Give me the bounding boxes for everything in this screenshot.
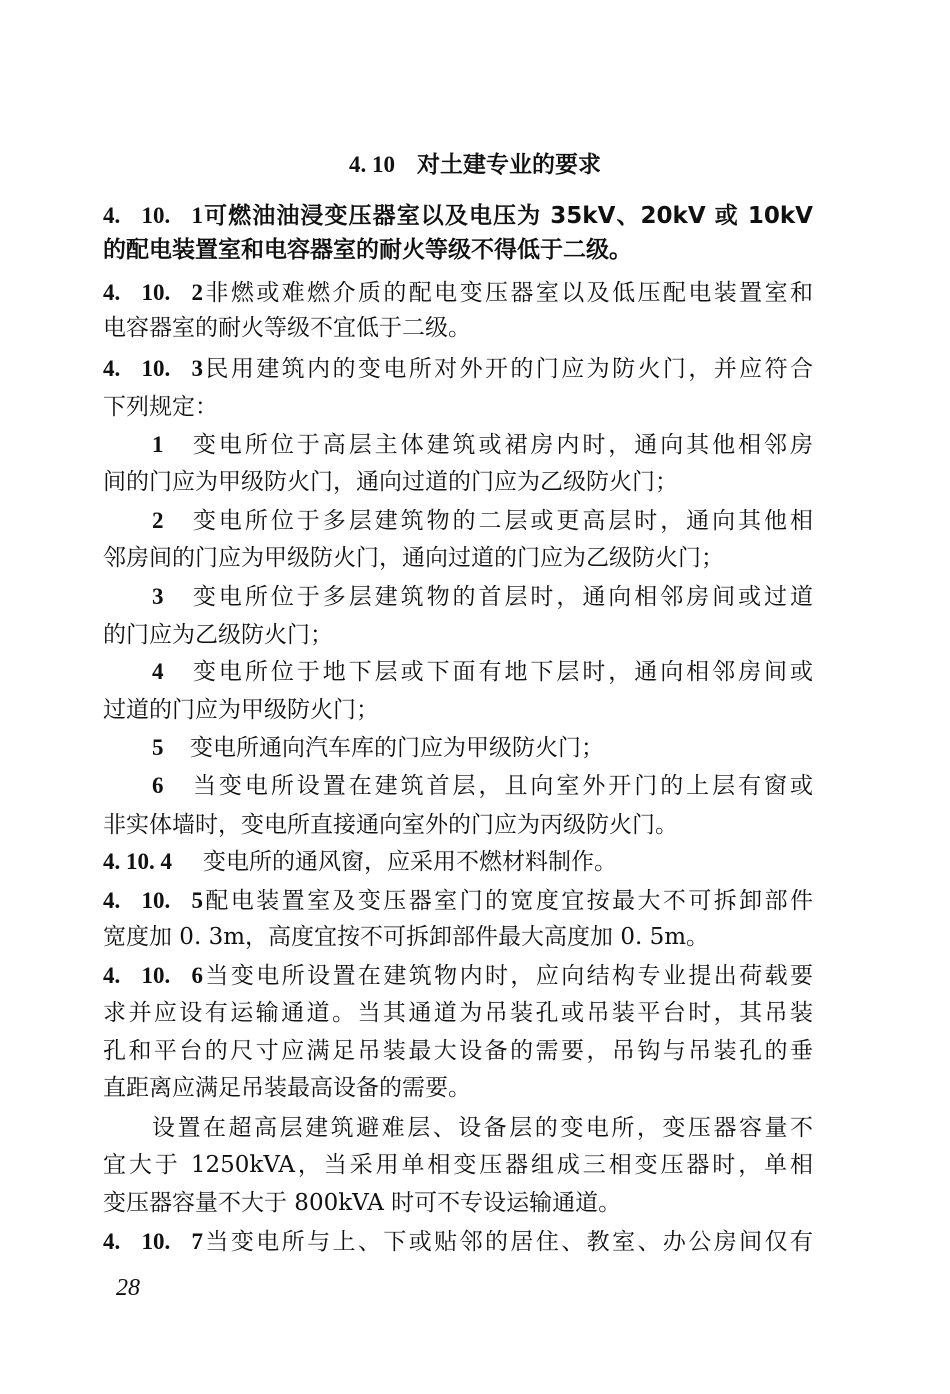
clause-number: 4. 10. 4 [103, 849, 172, 874]
clause-4-10-6-line-1: 4. 10. 6当变电所设置在建筑物内时，应向结构专业提出荷载要 [103, 963, 813, 989]
clause-4-10-5-line-1: 4. 10. 5配电装置室及变压器室门的宽度宜按最大不可拆卸部件 [103, 888, 813, 914]
section-title: 对土建专业的要求 [417, 152, 601, 178]
item-1-line-1: 1 变电所位于高层主体建筑或裙房内时，通向其他相邻房 [152, 432, 813, 458]
clause-number: 4. 10. 6 [103, 963, 203, 988]
clause-4-10-3-line-1: 4. 10. 3民用建筑内的变电所对外开的门应为防火门，并应符合 [103, 356, 813, 382]
item-number: 6 [152, 773, 164, 798]
clause-4-10-5-line-2: 宽度加 0. 3m，高度宜按不可拆卸部件最大高度加 0. 5m。 [103, 924, 710, 950]
clause-number: 4. 10. 1 [103, 203, 203, 228]
item-number: 5 [152, 735, 164, 760]
clause-4-10-1-line-2: 的配电装置室和电容器室的耐火等级不得低于二级。 [103, 237, 632, 263]
clause-4-10-6-line-3: 孔和平台的尺寸应满足吊装最大设备的需要，吊钩与吊装孔的垂 [103, 1038, 813, 1064]
clause-number: 4. 10. 3 [103, 356, 203, 381]
item-2-line-1: 2 变电所位于多层建筑物的二层或更高层时，通向其他相 [152, 508, 813, 534]
item-number: 1 [152, 432, 164, 457]
item-5-line-1: 5 变电所通向汽车库的门应为甲级防火门； [152, 735, 604, 761]
paragraph-line-1: 设置在超高层建筑避难层、设备层的变电所，变压器容量不 [152, 1115, 813, 1141]
page-number: 28 [116, 1275, 140, 1301]
item-6-line-2: 非实体墙时，变电所直接通向室外的门应为丙级防火门。 [103, 812, 678, 838]
paragraph-line-3: 变压器容量不大于 800kVA 时可不专设运输通道。 [103, 1190, 622, 1216]
clause-number: 4. 10. 7 [103, 1229, 203, 1254]
clause-4-10-3-line-2: 下列规定： [103, 394, 218, 420]
clause-number: 4. 10. 2 [103, 280, 203, 305]
clause-4-10-7-line-1: 4. 10. 7当变电所与上、下或贴邻的居住、教室、办公房间仅有 [103, 1229, 813, 1255]
clause-4-10-4-line-1: 4. 10. 4 变电所的通风窗，应采用不燃材料制作。 [103, 849, 617, 875]
item-6-line-1: 6 当变电所设置在建筑首层，且向室外开门的上层有窗或 [152, 773, 813, 799]
clause-4-10-2-line-2: 电容器室的耐火等级不宜低于二级。 [103, 315, 471, 341]
item-4-line-1: 4 变电所位于地下层或下面有地下层时，通向相邻房间或 [152, 659, 813, 685]
clause-4-10-6-line-4: 直距离应满足吊装最高设备的需要。 [103, 1075, 471, 1101]
item-4-line-2: 过道的门应为甲级防火门； [103, 697, 379, 723]
clause-4-10-6-line-2: 求并应设有运输通道。当其通道为吊装孔或吊装平台时，其吊装 [103, 1000, 813, 1026]
clause-4-10-1-line-1: 4. 10. 1可燃油油浸变压器室以及电压为 35kV、20kV 或 10kV [103, 203, 813, 229]
section-heading [0, 146, 950, 179]
clause-number: 4. 10. 5 [103, 888, 203, 913]
item-3-line-1: 3 变电所位于多层建筑物的首层时，通向相邻房间或过道 [152, 584, 813, 610]
item-2-line-2: 邻房间的门应为甲级防火门，通向过道的门应为乙级防火门； [103, 545, 724, 571]
paragraph-line-2: 宜大于 1250kVA，当采用单相变压器组成三相变压器时，单相 [103, 1152, 813, 1178]
item-number: 4 [152, 659, 164, 684]
section-number: 4. 10 [349, 152, 395, 177]
item-number: 2 [152, 508, 164, 533]
item-3-line-2: 的门应为乙级防火门； [103, 622, 333, 648]
item-1-line-2: 间的门应为甲级防火门，通向过道的门应为乙级防火门； [103, 469, 678, 495]
item-number: 3 [152, 584, 164, 609]
clause-4-10-2-line-1: 4. 10. 2非燃或难燃介质的配电变压器室以及低压配电装置室和 [103, 280, 813, 306]
